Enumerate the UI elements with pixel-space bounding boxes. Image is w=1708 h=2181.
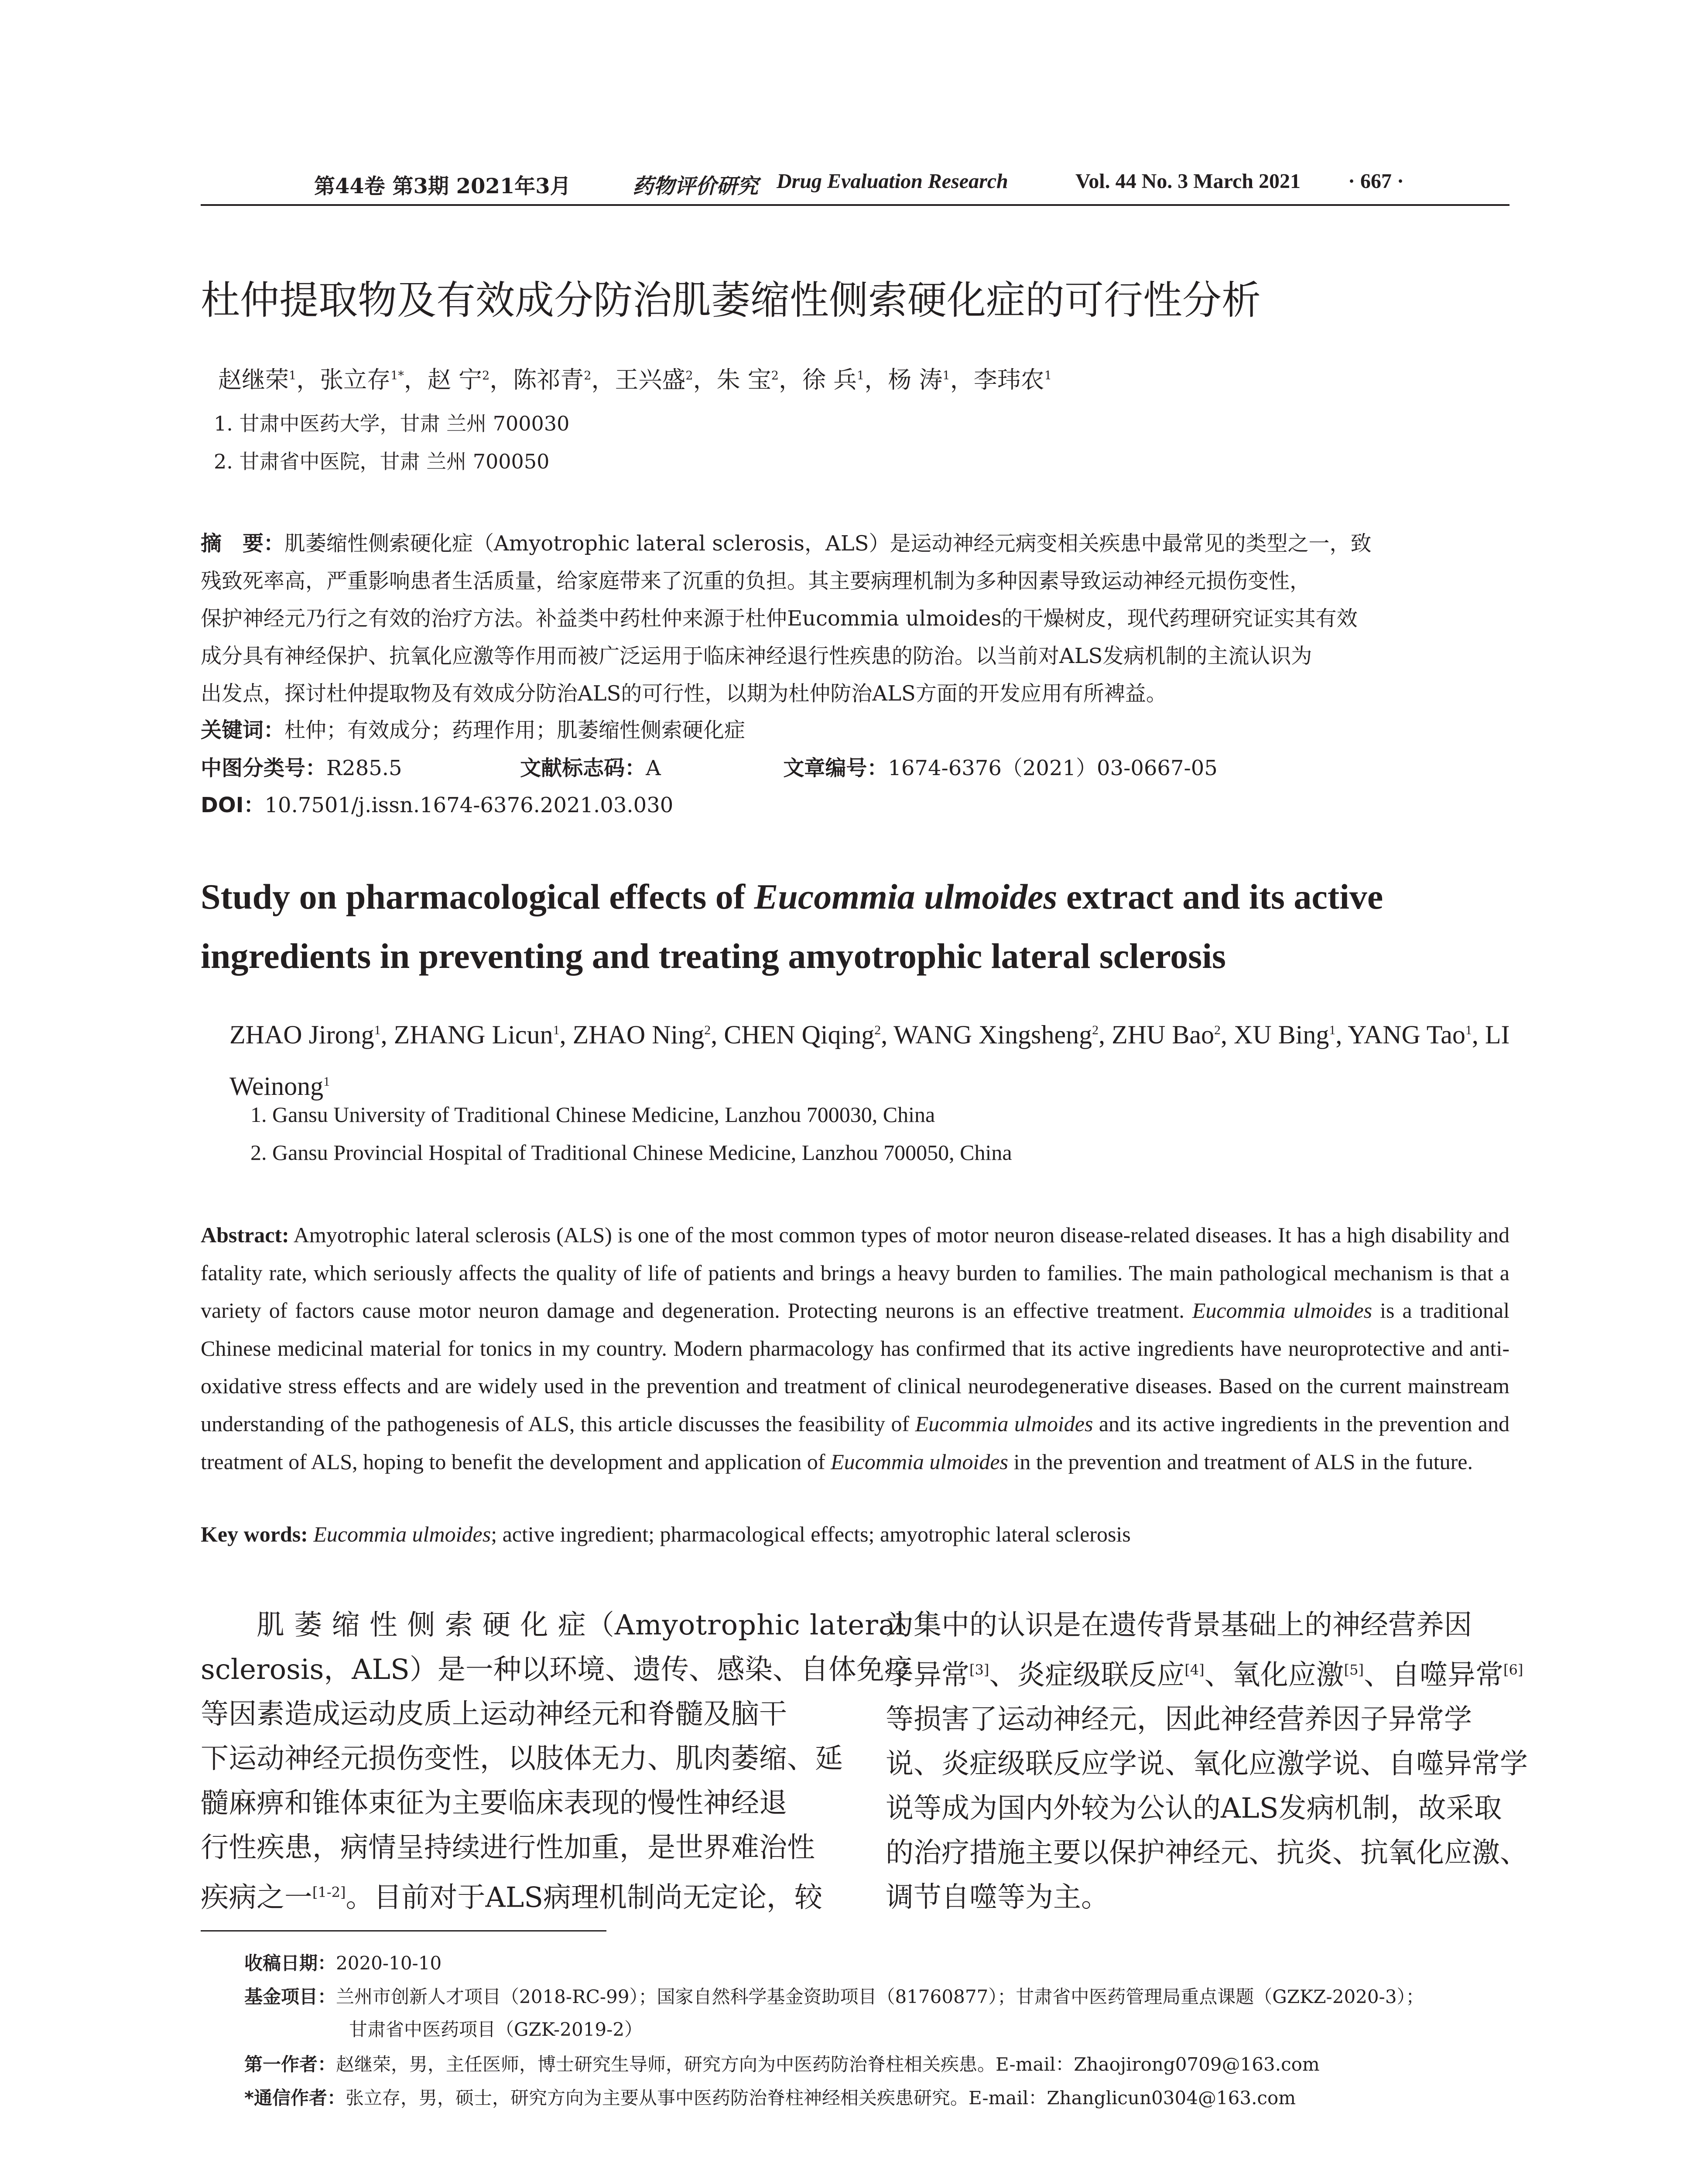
authors-cn: 赵继荣$^1$，张立存$^{1*}$，赵 宁$^2$，陈祁青$^2$，王兴盛$^2$，朱 宝$^2$，徐 兵$^1$，杨 涛$^1$，李玮农$^1$ <box>218 366 1052 393</box>
header-volume-cn: 第44卷 第3期 2021年3月 <box>314 174 571 198</box>
journal-logo-cn: 药物评价研究 <box>633 174 759 198</box>
abstract-en: Abstract: Amyotrophic lateral sclerosis (ALS) is one of the most common types of motor neuron disease-related diseases. It has a high disability and fatality rate, which seriously affects the quality of life of patients and brings a heavy burden to families. The main pathological mechanism is that a variety of factors cause motor neuron damage and degeneration. Protecting neurons is an effective treatment. Eucommia ulmoides is a traditional Chinese medicinal material for tonics in my country. Modern pharmacology has confirmed that its active ingredients have neuroprotective and anti-oxidative stress effects and are widely used in the prevention and treatment of clinical neurodegenerative diseases. Based on the current mainstream understanding of the pathogenesis of ALS, this article discusses the feasibility of Eucommia ulmoides and its active ingredients in the prevention and treatment of ALS, hoping to benefit the development and application of Eucommia ulmoides in the prevention and treatment of ALS in the future. <box>201 1223 1510 1474</box>
author-cn: 赵 宁 <box>427 366 483 393</box>
affiliation-cn-2: 2. 甘肃省中医院，甘肃 兰州 700050 <box>214 450 550 473</box>
body-column-right: 为集中的认识是在遗传背景基础上的神经营养因 子异常[3]、炎症级联反应[4]、氧化应激[5]、自噬异常[6] 等损害了运动神经元，因此神经营养因子异常学 说、炎症级联反应学说、氧化应激学说、自噬异常学 说等成为国内外较为公认的ALS发病机制，故采取 的治疗措施主要以保护神经元、抗炎、抗氧化应激、 调节自噬等为主。 <box>886 1609 1528 1914</box>
citation-ref[interactable]: [6] <box>1503 1661 1523 1678</box>
footnote-fund-cont: 甘肃省中医药项目（GZK-2019-2） <box>349 2019 643 2040</box>
abstract-en-label: Abstract: <box>201 1223 289 1247</box>
document-code: A <box>646 756 661 780</box>
abstract-cn-label: 摘 要： <box>201 531 285 556</box>
article-title-cn: 杜仲提取物及有效成分防治肌萎缩性侧索硬化症的可行性分析 <box>201 277 1261 323</box>
author-cn: 陈祁青 <box>513 366 584 393</box>
footnote-corresponding: *通信作者：张立存，男，硕士，研究方向为主要从事中医药防治脊柱神经相关疾患研究。E-mail：Zhanglicun0304@163.com <box>244 2087 1296 2109</box>
article-number: 1674-6376（2021）03-0667-05 <box>888 756 1218 780</box>
clc-number: R285.5 <box>326 756 402 780</box>
header-rule <box>201 204 1509 206</box>
article-title-en: Study on pharmacological effects of Eucommia ulmoides extract and its active ingredients in preventing and treating amyotrophic lateral sclerosis <box>201 877 1383 976</box>
author-cn: 赵继荣 <box>218 366 289 393</box>
footnote-rule <box>201 1930 606 1931</box>
author-cn: 杨 涛 <box>888 366 943 393</box>
body-column-left: 肌 萎 缩 性 侧 索 硬 化 症（Amyotrophic lateral sclerosis，ALS）是一种以环境、遗传、感染、自体免疫 等因素造成运动皮质上运动神经元和脊髓及脑干 下运动神经元损伤变性，以肢体无力、肌肉萎缩、延 髓麻痹和锥体束征为主要临床表现的慢性神经退 行性疾患，病情呈持续进行性加重，是世界难治性 疾病之一[1-2]。目前对于ALS病理机制尚无定论，较 <box>201 1609 912 1914</box>
header-journal-en: Drug Evaluation Research <box>777 170 1008 193</box>
affiliation-cn-1: 1. 甘肃中医药大学，甘肃 兰州 700030 <box>214 412 570 435</box>
author-cn: 张立存 <box>320 366 391 393</box>
citation-ref[interactable]: [5] <box>1344 1661 1364 1678</box>
footnote-first-author: 第一作者：赵继荣，男，主任医师，博士研究生导师，研究方向为中医药防治脊柱相关疾患。E-mail：Zhaojirong0709@163.com <box>244 2054 1320 2075</box>
page-number: · 667 · <box>1348 170 1404 193</box>
keywords-en: Key words: Eucommia ulmoides; active ingredient; pharmacological effects; amyotrophic lateral sclerosis <box>201 1522 1131 1546</box>
author-cn: 李玮农 <box>973 366 1044 393</box>
affiliation-en-1: 1. Gansu University of Traditional Chinese Medicine, Lanzhou 700030, China <box>250 1102 935 1127</box>
footnote-received: 收稿日期：2020-10-10 <box>244 1952 442 1974</box>
running-header <box>201 169 1509 200</box>
affiliation-en-2: 2. Gansu Provincial Hospital of Traditional Chinese Medicine, Lanzhou 700050, China <box>250 1140 1012 1165</box>
keywords-cn: 关键词：杜仲；有效成分；药理作用；肌萎缩性侧索硬化症 <box>201 718 746 742</box>
citation-ref[interactable]: [1-2] <box>312 1884 346 1901</box>
citation-ref[interactable]: [4] <box>1184 1661 1205 1678</box>
doi-row: DOI：10.7501/j.issn.1674-6376.2021.03.030 <box>201 793 674 817</box>
author-cn: 王兴盛 <box>615 366 686 393</box>
author-cn: 朱 宝 <box>716 366 771 393</box>
header-volume-en: Vol. 44 No. 3 March 2021 <box>1075 170 1301 193</box>
doi-link[interactable]: 10.7501/j.issn.1674-6376.2021.03.030 <box>264 793 674 817</box>
authors-en: ZHAO Jirong$^1$, ZHANG Licun$^1$, ZHAO Ning$^2$, CHEN Qiqing$^2$, WANG Xingsheng$^2$, ZHU Bao$^2$, XU Bing$^1$, YANG Tao$^1$, LI Weinong$^1$ <box>229 1020 1510 1101</box>
citation-ref[interactable]: [3] <box>969 1661 989 1678</box>
abstract-cn: 摘 要：肌萎缩性侧索硬化症（Amyotrophic lateral sclerosis，ALS）是运动神经元病变相关疾患中最常见的类型之一，致 残致死率高，严重影响患者生活质量，给家庭带来了沉重的负担。其主要病理机制为多种因素导致运动神经元损伤变性， 保护神经元乃行之有效的治疗方法。补益类中药杜仲来源于杜仲Eucommia ulmoides的干燥树皮，现代药理研究证实其有效 成分具有神经保护、抗氧化应激等作用而被广泛运用于临床神经退行性疾患的防治。以当前对ALS发病机制的主流认识为 出发点，探讨杜仲提取物及有效成分防治ALS的可行性，以期为杜仲防治ALS方面的开发应用有所裨益。 <box>201 531 1372 706</box>
classification-row: 中图分类号：R285.5 文献标志码：A 文章编号：1674-6376（2021）03-0667-05 <box>201 756 1218 780</box>
footnote-fund: 基金项目：兰州市创新人才项目（2018-RC-99）；国家自然科学基金资助项目（81760877）；甘肃省中医药管理局重点课题（GZKZ-2020-3）； <box>244 1986 1424 2007</box>
author-cn: 徐 兵 <box>802 366 857 393</box>
